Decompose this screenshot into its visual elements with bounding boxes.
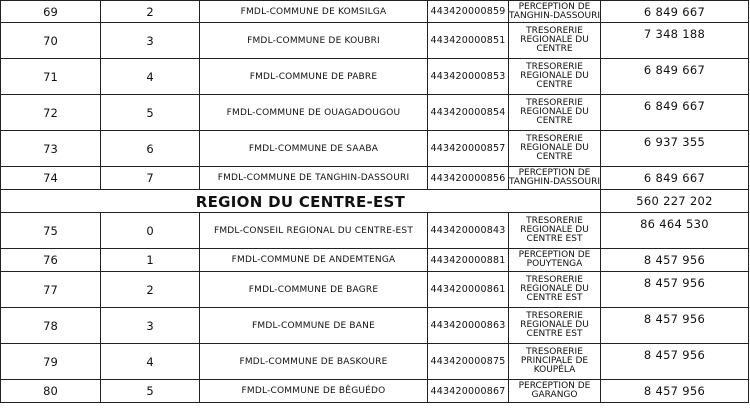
account-number: 443420000853	[428, 59, 509, 95]
rows-centre	[1, 1, 749, 190]
paying-office-line: TRESORERIE	[526, 275, 583, 285]
row-number: 70	[1, 23, 101, 59]
paying-office	[509, 344, 601, 380]
paying-office-line: REGIONALE DU	[520, 225, 589, 235]
paying-office	[509, 249, 601, 272]
region-row	[1, 190, 749, 213]
row-number: 76	[1, 249, 101, 272]
account-number: 443420000867	[428, 380, 509, 403]
table-row	[1, 95, 749, 131]
row-number: 79	[1, 344, 101, 380]
paying-office-line: TRESORERIE	[526, 216, 583, 226]
paying-office-line: TRESORERIE	[526, 347, 583, 357]
paying-office-line: PERCEPTION DE	[518, 1, 591, 12]
account-number: 443420000859	[428, 1, 509, 23]
amount: 6 937 355	[601, 131, 749, 167]
paying-office-line: CENTRE	[536, 116, 573, 126]
amount: 8 457 956	[601, 308, 749, 344]
row-number: 78	[1, 308, 101, 344]
row-index: 5	[101, 95, 200, 131]
paying-office-line: REGIONALE DU	[520, 35, 589, 45]
row-index: 0	[101, 213, 200, 249]
table-row	[1, 380, 749, 403]
amount: 6 849 667	[601, 1, 749, 23]
paying-office-line: PRINCIPALE DE	[520, 356, 589, 366]
beneficiary-name: FMDL-CONSEIL REGIONAL DU CENTRE-EST	[200, 213, 428, 249]
paying-office	[509, 213, 601, 249]
region-title-cell	[1, 190, 601, 213]
paying-office-line: POUYTENGA	[526, 259, 583, 269]
table-row	[1, 131, 749, 167]
amount: 6 849 667	[601, 167, 749, 190]
paying-office	[509, 23, 601, 59]
account-number: 443420000881	[428, 249, 509, 272]
beneficiary-name: FMDL-COMMUNE DE BANE	[200, 308, 428, 344]
account-number: 443420000851	[428, 23, 509, 59]
row-index: 2	[101, 1, 200, 23]
amount: 8 457 956	[601, 344, 749, 380]
beneficiary-name: FMDL-COMMUNE DE OUAGADOUGOU	[200, 95, 428, 131]
paying-office	[509, 95, 601, 131]
row-number: 74	[1, 167, 101, 190]
region-header	[1, 190, 749, 213]
paying-office-line: TANGHIN-DASSOURI	[509, 177, 600, 187]
amount: 6 849 667	[601, 95, 749, 131]
row-number: 69	[1, 1, 101, 23]
beneficiary-name: FMDL-COMMUNE DE KOUBRI	[200, 23, 428, 59]
amount: 7 348 188	[601, 23, 749, 59]
paying-office	[509, 308, 601, 344]
row-number: 73	[1, 131, 101, 167]
paying-office-line: CENTRE EST	[526, 329, 583, 339]
paying-office	[509, 380, 601, 403]
beneficiary-name: FMDL-COMMUNE DE BAGRE	[200, 272, 428, 308]
paying-office-line: PERCEPTION DE	[518, 250, 591, 260]
row-number: 72	[1, 95, 101, 131]
table-row	[1, 167, 749, 190]
table-row	[1, 249, 749, 272]
paying-office-line: TRESORERIE	[526, 311, 583, 321]
row-index: 4	[101, 344, 200, 380]
paying-office-line: KOUPÉLA	[533, 365, 576, 375]
account-number: 443420000843	[428, 213, 509, 249]
account-number: 443420000875	[428, 344, 509, 380]
paying-office	[509, 1, 601, 23]
table-row	[1, 272, 749, 308]
paying-office-line: REGIONALE DU	[520, 107, 589, 117]
region-title: REGION DU CENTRE-EST	[195, 192, 406, 211]
account-number: 443420000861	[428, 272, 509, 308]
paying-office	[509, 131, 601, 167]
row-number: 80	[1, 380, 101, 403]
row-index: 6	[101, 131, 200, 167]
paying-office-line: CENTRE EST	[526, 234, 583, 244]
amount: 8 457 956	[601, 380, 749, 403]
row-index: 4	[101, 59, 200, 95]
paying-office-line: CENTRE	[536, 44, 573, 54]
paying-office-line: REGIONALE DU	[520, 320, 589, 330]
paying-office-line: CENTRE	[536, 80, 573, 90]
region-total: 560 227 202	[601, 190, 749, 213]
amount: 8 457 956	[601, 272, 749, 308]
paying-office-line: CENTRE EST	[526, 293, 583, 303]
paying-office-line: TRESORERIE	[526, 26, 583, 36]
paying-office-line: PERCEPTION DE	[518, 168, 591, 178]
account-number: 443420000854	[428, 95, 509, 131]
paying-office	[509, 167, 601, 190]
table-row	[1, 59, 749, 95]
account-number: 443420000856	[428, 167, 509, 190]
beneficiary-name: FMDL-COMMUNE DE BÊGUÉDO	[200, 380, 428, 403]
rows-centre-est	[1, 213, 749, 403]
table-row	[1, 344, 749, 380]
paying-office-line: REGIONALE DU	[520, 143, 589, 153]
row-index: 7	[101, 167, 200, 190]
paying-office-line: TANGHIN-DASSOURI	[509, 10, 600, 21]
amount: 6 849 667	[601, 59, 749, 95]
beneficiary-name: FMDL-COMMUNE DE ANDEMTENGA	[200, 249, 428, 272]
beneficiary-name: FMDL-COMMUNE DE TANGHIN-DASSOURI	[200, 167, 428, 190]
table-row	[1, 23, 749, 59]
beneficiary-name: FMDL-COMMUNE DE PABRE	[200, 59, 428, 95]
row-index: 1	[101, 249, 200, 272]
paying-office-line: GARANGO	[531, 390, 578, 400]
row-number: 77	[1, 272, 101, 308]
table-row	[1, 1, 749, 23]
amount: 86 464 530	[601, 213, 749, 249]
row-index: 3	[101, 23, 200, 59]
row-index: 2	[101, 272, 200, 308]
paying-office-line: TRESORERIE	[526, 98, 583, 108]
paying-office-line: TRESORERIE	[526, 62, 583, 72]
paying-office-line: REGIONALE DU	[520, 71, 589, 81]
table-row	[1, 308, 749, 344]
paying-office-line: PERCEPTION DE	[518, 381, 591, 391]
row-number: 75	[1, 213, 101, 249]
account-number: 443420000863	[428, 308, 509, 344]
amount: 8 457 956	[601, 249, 749, 272]
paying-office-line: CENTRE	[536, 152, 573, 162]
paying-office-line: REGIONALE DU	[520, 284, 589, 294]
paying-office	[509, 272, 601, 308]
paying-office-line: TRESORERIE	[526, 134, 583, 144]
beneficiary-name: FMDL-COMMUNE DE BASKOURE	[200, 344, 428, 380]
beneficiary-name: FMDL-COMMUNE DE SAABA	[200, 131, 428, 167]
beneficiary-name: FMDL-COMMUNE DE KOMSILGA	[200, 1, 428, 23]
paying-office	[509, 59, 601, 95]
row-index: 5	[101, 380, 200, 403]
account-number: 443420000857	[428, 131, 509, 167]
row-index: 3	[101, 308, 200, 344]
table-row	[1, 213, 749, 249]
row-number: 71	[1, 59, 101, 95]
